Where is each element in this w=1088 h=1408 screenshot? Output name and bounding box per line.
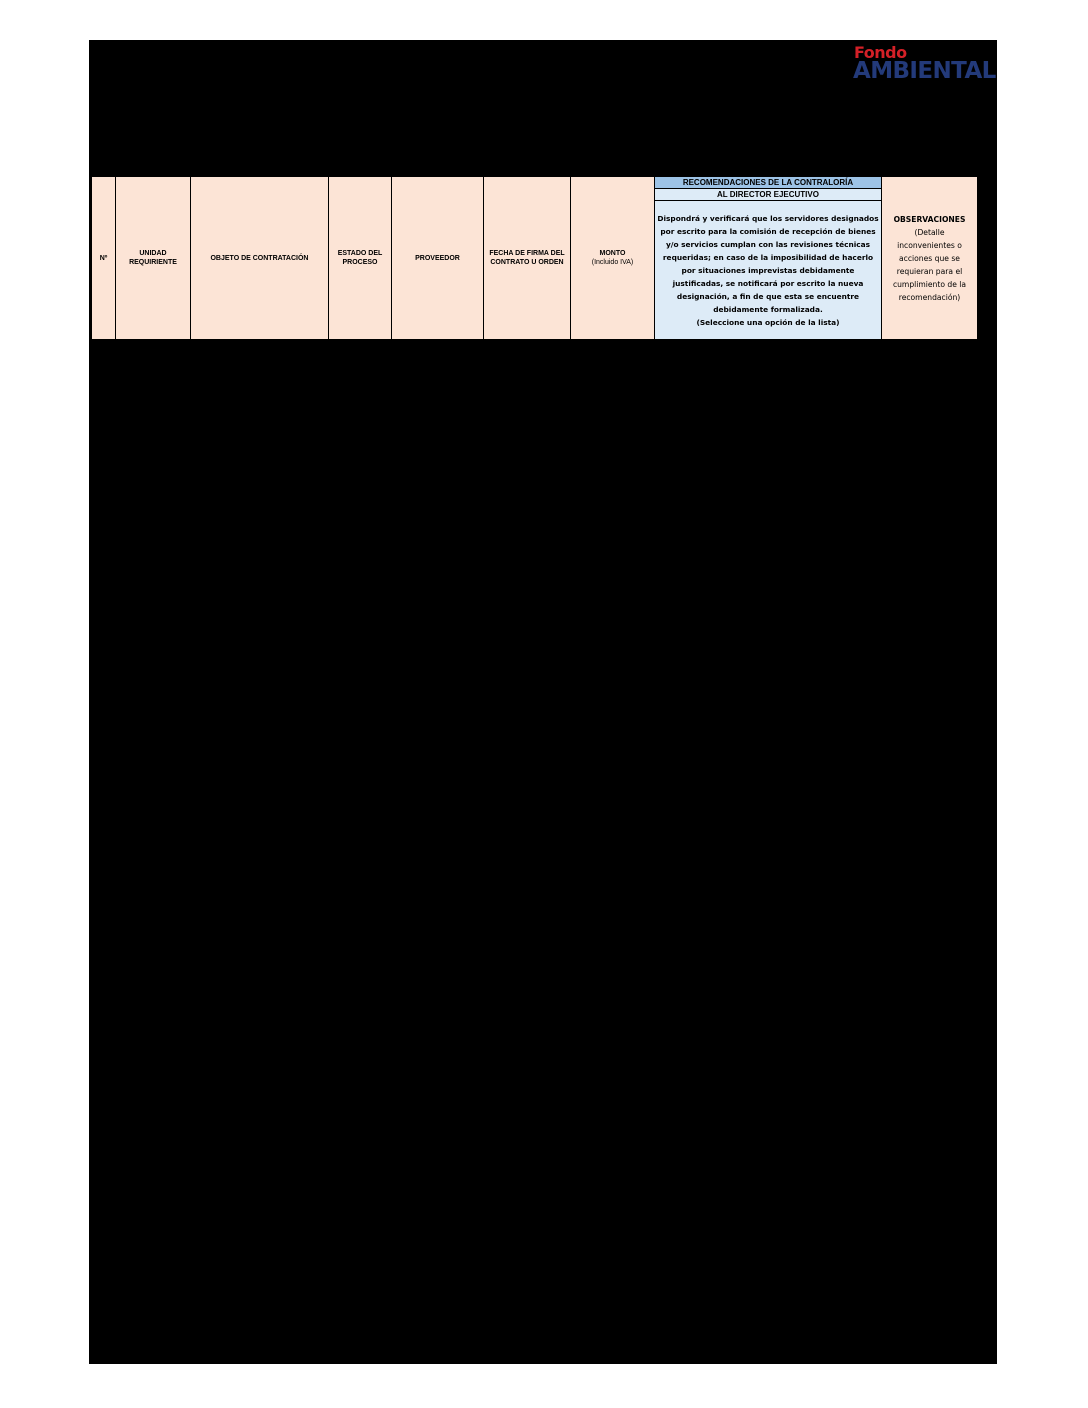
header-amount [571,177,655,340]
contracts-table [91,176,978,340]
fondo-ambiental-logo [852,44,994,86]
header-amount-label: MONTO [599,250,626,257]
recommendations-recipient: AL DIRECTOR EJECUTIVO [655,189,882,201]
header-status: ESTADO DEL PROCESO [329,177,392,340]
recommendation-hint: (Seleccione una opción de la lista) [696,317,840,327]
logo-top-text: Fondo [854,43,907,62]
header-date: FECHA DE FIRMA DEL CONTRATO U ORDEN [484,177,571,340]
header-num: Nº [92,177,116,340]
logo-bottom-text: AMBIENTAL [853,58,996,84]
recommendation-text: Dispondrá y verificará que los servidores designados por escrito para la comisión de recepción de bienes y/o servicios cumplan con las revisiones técnicas requeridas; en caso de la imposibilidad de hacerlo por situaciones imprevistas debidamente justificadas, se notificará por escrito la nueva designación, a fin de que esta se encuentre debidamente formalizada. [657,213,879,314]
recommendations-title: RECOMENDACIONES DE LA CONTRALORÍA [655,177,882,189]
observations-title: OBSERVACIONES [893,214,966,224]
header-amount-note: (Incluido IVA) [591,259,634,266]
recommendation-cell [655,201,882,340]
header-provider: PROVEEDOR [392,177,484,340]
header-unit: UNIDAD REQUIRIENTE [116,177,191,340]
observations-note: (Detalle inconvenientes o acciones que se requieran para el cumplimiento de la recomendación) [892,227,967,302]
header-object: OBJETO DE CONTRATACIÓN [191,177,329,340]
header-observations [882,177,978,340]
